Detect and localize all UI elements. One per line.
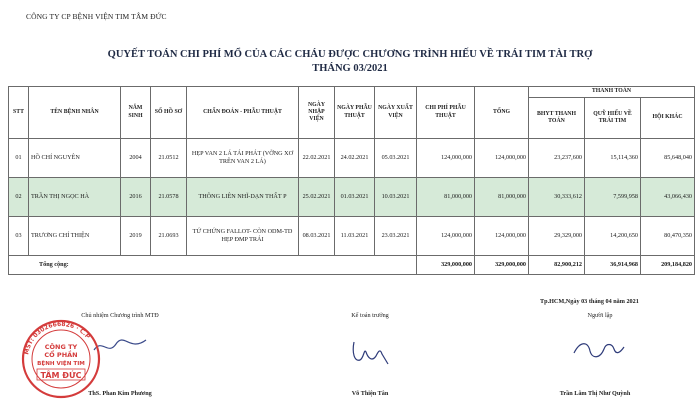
cell-admit: 08.03.2021 [299,217,335,256]
header-fund: QUỸ HIẾU VỀ TRÁI TIM [585,98,641,139]
cell-surgery: 11.03.2021 [335,217,375,256]
cell-other: 80,470,350 [641,217,695,256]
cell-insurance: 30,333,612 [529,178,585,217]
stamp-ring-text: MST: 0302666826 · C.P [23,320,92,356]
cell-diagnosis: TỨ CHỨNG FALLOT- CÒN ODM-TD HẸP ĐMP TRÁI [187,217,299,256]
signature-left-name: ThS. Phan Kim Phương [88,390,152,397]
header-total: TỔNG [475,87,529,139]
cell-fund: 7,599,958 [585,178,641,217]
stamp-line-2: CỔ PHẦN [44,351,78,359]
signature-right-mark [570,333,626,365]
cell-discharge: 23.03.2021 [375,217,417,256]
table-row [9,139,695,178]
cost-table [8,86,695,275]
document-title: QUYẾT TOÁN CHI PHÍ MỔ CỦA CÁC CHÁU ĐƯỢC CHƯƠNG TRÌNH HIẾU VỀ TRÁI TIM TÀI TRỢ [107,49,593,60]
cell-admit: 22.02.2021 [299,139,335,178]
header-surgery: NGÀY PHẪU THUẬT [335,87,375,139]
cell-birth: 2019 [121,217,151,256]
cell-cost: 124,000,000 [417,139,475,178]
cell-insurance: 23,237,600 [529,139,585,178]
total-cost: 329,000,000 [417,256,475,275]
cell-surgery: 24.02.2021 [335,139,375,178]
header-admit: NGÀY NHẬP VIỆN [299,87,335,139]
total-row [9,256,695,275]
cell-diagnosis: HẸP VAN 2 LÁ TÁI PHÁT (VỠNG XƠ TRÊN VAN 2 LÁ) [187,139,299,178]
cell-name: TRẦN THỊ NGỌC HÀ [29,178,121,217]
document-month: THÁNG 03/2021 [312,63,388,74]
cell-cost: 124,000,000 [417,217,475,256]
total-total: 329,000,000 [475,256,529,275]
signature-right-name: Trần Lâm Thị Như Quỳnh [559,390,631,397]
table-row [9,178,695,217]
cell-birth: 2016 [121,178,151,217]
header-cost: CHI PHÍ PHẪU THUẬT [417,87,475,139]
total-fund: 36,914,968 [585,256,641,275]
header-insurance: BHYT THANH TOÁN [529,98,585,139]
signature-middle-name: Võ Thiện Tân [351,390,389,397]
cell-record: 21.0512 [151,139,187,178]
cell-record: 21.0578 [151,178,187,217]
cell-cost: 81,000,000 [417,178,475,217]
cell-total: 124,000,000 [475,217,529,256]
company-stamp [20,318,102,400]
header-stt: STT [9,87,29,139]
cell-discharge: 05.03.2021 [375,139,417,178]
total-insurance: 82,900,212 [529,256,585,275]
table-row [9,217,695,256]
cell-other: 85,648,040 [641,139,695,178]
signature-right-role: Người lập [587,312,613,319]
header-record: SỐ HỒ SƠ [151,87,187,139]
cell-birth: 2004 [121,139,151,178]
header-payment: THANH TOÁN [529,87,695,98]
cell-total: 124,000,000 [475,139,529,178]
cell-stt: 01 [9,139,29,178]
stamp-line-1: CÔNG TY [44,343,78,351]
cell-other: 43,066,430 [641,178,695,217]
header-name: TÊN BỆNH NHÂN [29,87,121,139]
cell-surgery: 01.03.2021 [335,178,375,217]
cell-name: HỒ CHÍ NGUYÊN [29,139,121,178]
signature-middle-mark [348,338,392,368]
date-line: Tp.HCM,Ngày 03 tháng 04 năm 2021 [540,298,639,305]
stamp-line-4: TÂM ĐỨC [40,371,82,380]
cell-discharge: 10.03.2021 [375,178,417,217]
cell-admit: 25.02.2021 [299,178,335,217]
cell-fund: 15,114,360 [585,139,641,178]
company-name: CÔNG TY CP BỆNH VIỆN TIM TÂM ĐỨC [26,12,167,21]
header-other: HỘI KHÁC [641,98,695,139]
cell-total: 81,000,000 [475,178,529,217]
stamp-line-3: BỆNH VIỆN TIM [37,361,85,367]
cell-stt: 02 [9,178,29,217]
signature-left-role: Chủ nhiệm Chương trình MTĐ [81,312,159,319]
cell-stt: 03 [9,217,29,256]
cell-fund: 14,200,650 [585,217,641,256]
cell-diagnosis: THÔNG LIÊN NHĨ-DẠN THẤT P [187,178,299,217]
header-diagnosis: CHẨN ĐOÁN - PHẪU THUẬT [187,87,299,139]
header-discharge: NGÀY XUẤT VIỆN [375,87,417,139]
signature-middle-role: Kế toán trưởng [351,312,389,319]
cell-insurance: 29,329,000 [529,217,585,256]
header-birth: NĂM SINH [121,87,151,139]
cell-name: TRƯƠNG CHÍ THIỆN [29,217,121,256]
cell-record: 21.0693 [151,217,187,256]
total-label: Tổng cộng: [9,256,417,275]
total-other: 209,184,820 [641,256,695,275]
table-header-row [9,87,695,98]
